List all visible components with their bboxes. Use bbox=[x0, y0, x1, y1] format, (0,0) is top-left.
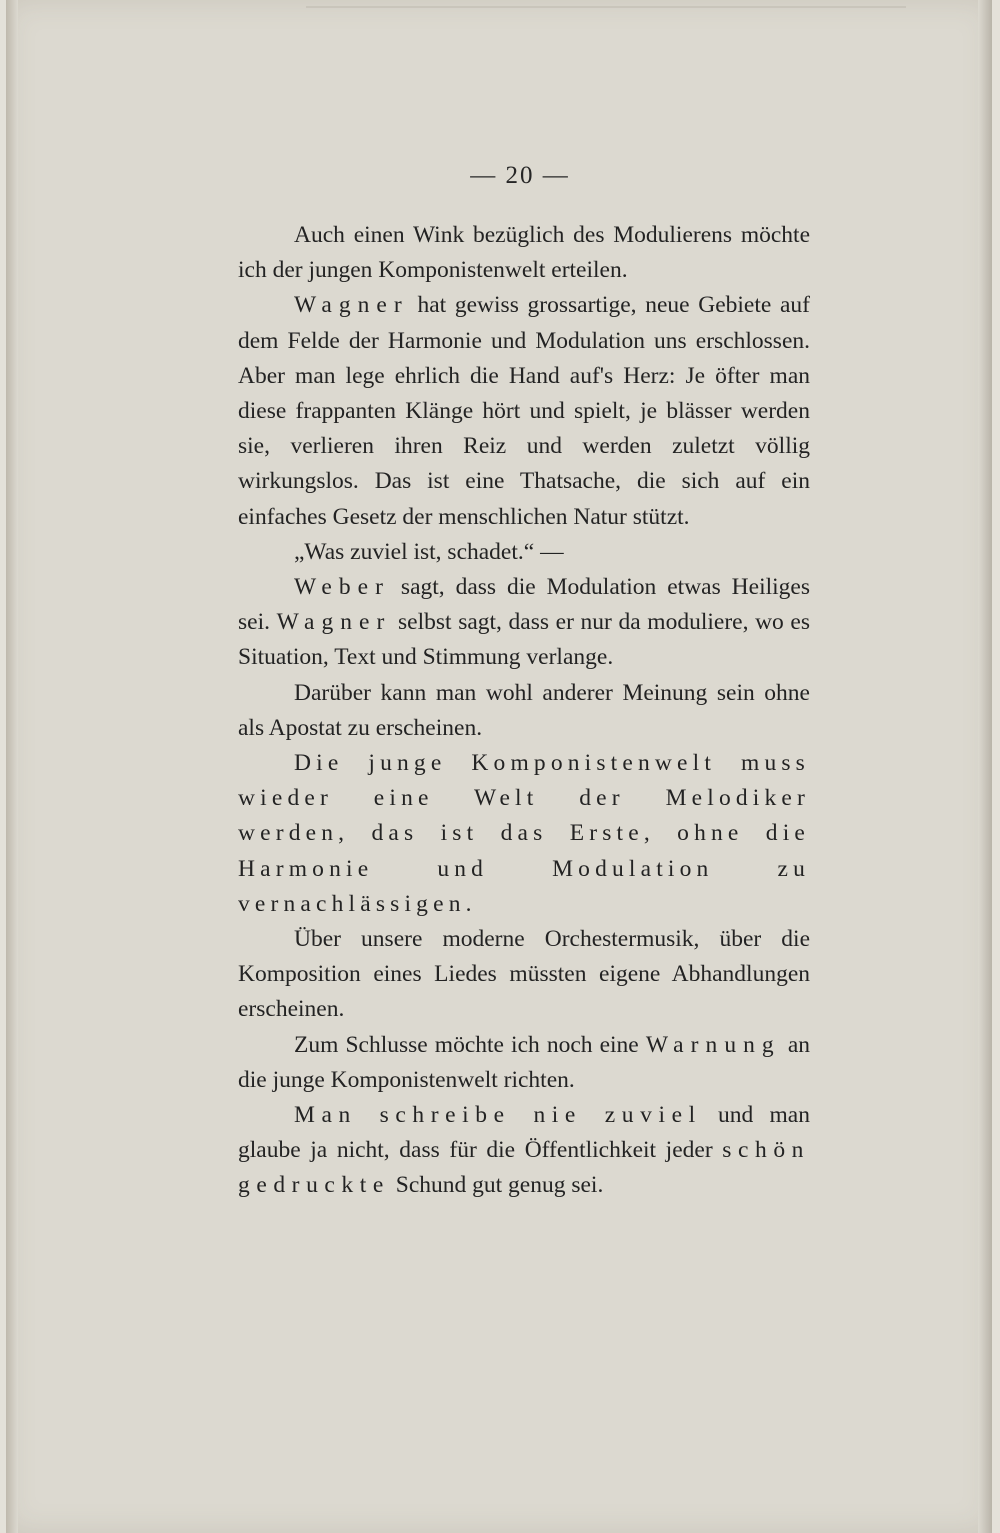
paragraph-9 bbox=[238, 1098, 810, 1204]
paragraph-5: Darüber kann man wohl anderer Meinung sein ohne als Apostat zu erscheinen. bbox=[238, 679, 810, 741]
paragraph-1: Auch einen Wink bezüglich des Modulierens möchte ich der jungen Komponistenwelt erteilen. bbox=[238, 222, 810, 284]
top-edge-line bbox=[306, 6, 906, 8]
paragraph-8-text-b: an die junge Komponistenwelt richten. bbox=[238, 1031, 810, 1093]
spaced-name-weber: Weber bbox=[294, 574, 390, 601]
paragraph-9-text-b: Schund gut genug sei. bbox=[389, 1172, 604, 1199]
page-edge-shadow bbox=[978, 0, 992, 1533]
paragraph-8-text-a: Zum Schlusse möchte ich noch eine bbox=[294, 1031, 646, 1058]
paragraph-7: Über unsere moderne Orchestermusik, über die Komposition eines Liedes müssten eigene Abhandlungen erscheinen. bbox=[238, 926, 810, 1023]
paragraph-3: „Was zuviel ist, schadet.“ — bbox=[294, 538, 564, 565]
paragraph-6-spaced: Die junge Komponistenwelt muss wieder eine Welt der Melodiker werden, das ist das Erste, ohne die Harmonie und Modulation zu vernachlässigen. bbox=[238, 750, 810, 917]
page-gutter-shadow bbox=[6, 0, 18, 1533]
spaced-phrase-1: Man schreibe nie zuviel bbox=[294, 1102, 702, 1129]
paragraph-4 bbox=[238, 570, 810, 676]
paragraph-4-text-a: sagt, dass die Modulation etwas Heiliges sei. bbox=[238, 574, 810, 636]
paragraph-2 bbox=[238, 288, 810, 534]
paragraph-4-text-b: selbst sagt, dass er nur da moduliere, wo es Situation, Text und Stimmung verlange. bbox=[238, 609, 810, 671]
body-text bbox=[238, 218, 810, 1204]
spaced-name-wagner: Wagner bbox=[294, 292, 409, 319]
paragraph-8 bbox=[238, 1028, 810, 1098]
spaced-phrase-2: schön gedruckte bbox=[238, 1137, 810, 1199]
page-number: — 20 — bbox=[470, 162, 570, 189]
paragraph-2-text: hat gewiss grossartige, neue Gebiete auf dem Felde der Harmonie und Modulation uns erschlossen. Aber man lege ehrlich die Hand auf's Herz: Je öfter man diese frappanten Klänge hört und spielt, je blässer werden sie, verlieren ihren Reiz und werden zuletzt völlig wirkungslos. Das ist eine Thatsache, die sich auf ein einfaches Gesetz der menschlichen Natur stützt. bbox=[238, 292, 810, 530]
spaced-name-wagner-2: Wagner bbox=[276, 609, 392, 636]
paragraph-9-text-a: und man glaube ja nicht, dass für die Öffentlichkeit jeder bbox=[238, 1102, 810, 1164]
spaced-word-warnung: Warnung bbox=[645, 1031, 781, 1058]
